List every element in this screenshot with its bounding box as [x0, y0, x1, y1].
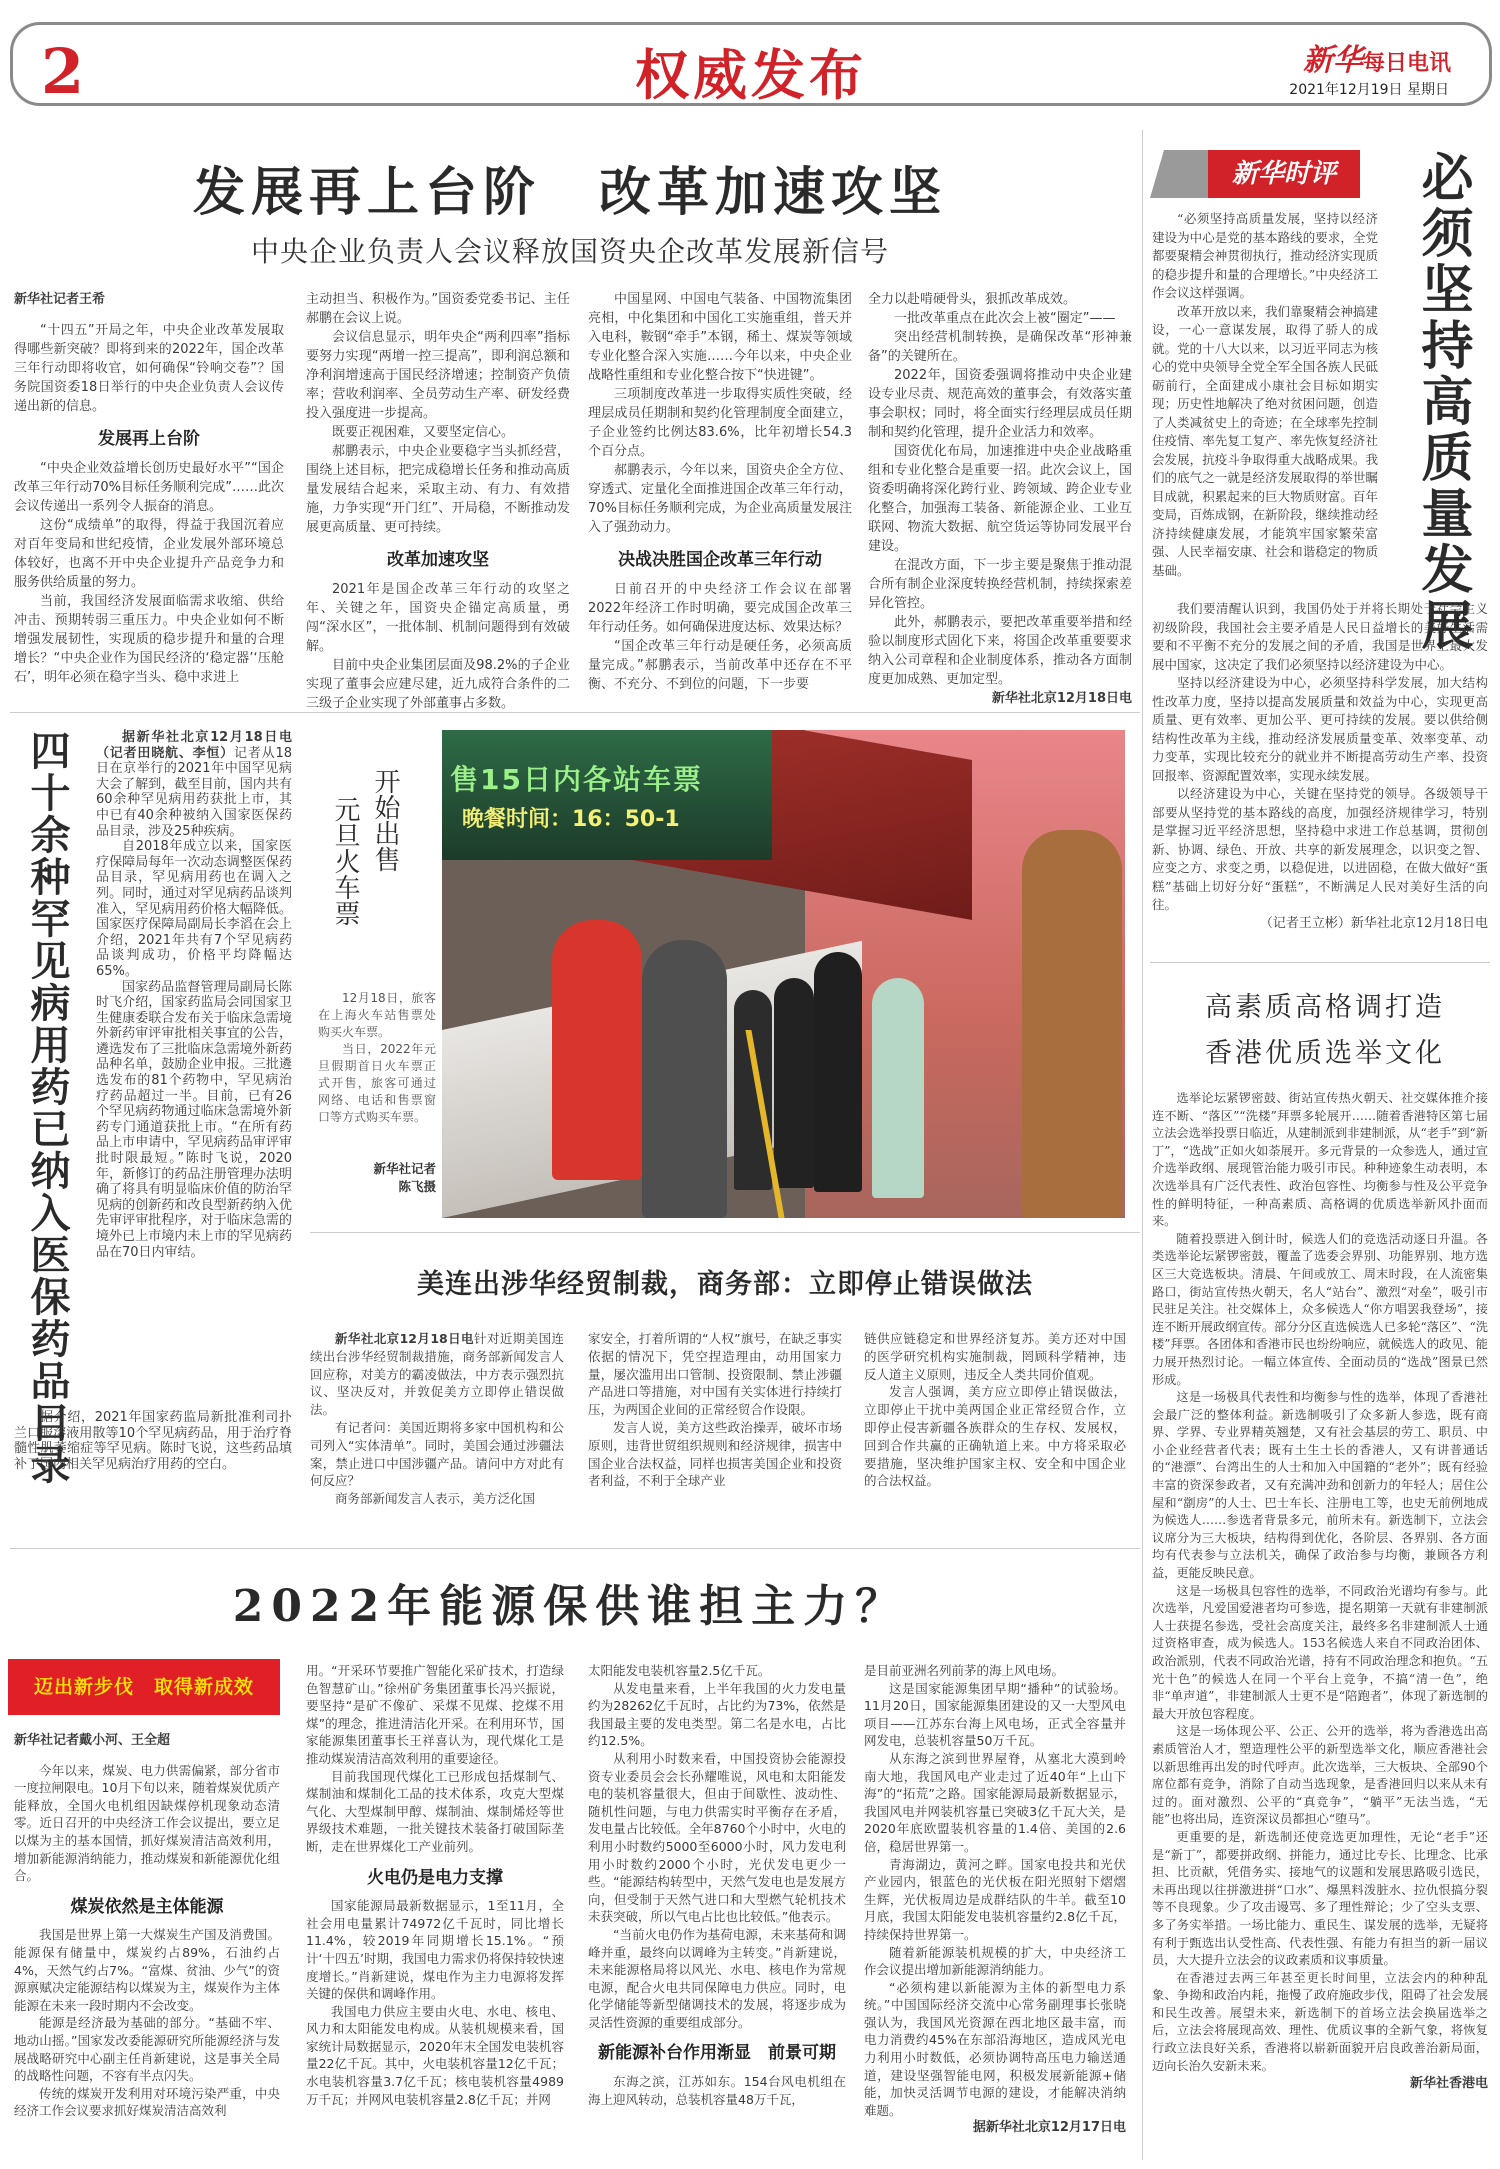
train-station-photo — [442, 730, 1125, 1218]
paragraph: 能源是经济最为基础的部分。“基础不牢、地动山摇。”国家发改委能源研究所能源经济与发展战略研究中心副主任肖新建说，这是事关全局的战略性问题，不容有半点闪失。 — [14, 2015, 280, 2084]
energy-byline: 新华社记者戴小河、王全超 — [14, 1733, 171, 1748]
paragraph: 有记者问：美国近期将多家中国机构和公司列入“实体清单”。同时，美国会通过涉疆法案，禁止进口中国涉疆产品。请问中方对此有何反应？ — [310, 1419, 564, 1489]
paragraph: “当前火电仍作为基荷电源，未来基荷和调峰并重，最终向以调峰为主转变。”肖新建说，未来能源格局将以风光、水电、核电作为常规电源，配合火电共同保障电力供应。同时，电化学储能等新型储调技术的发展，将逐步成为灵活性资源的重要组成部分。 — [588, 1926, 846, 2030]
lead-headline: 发展再上台阶 改革加速攻坚 — [192, 162, 947, 223]
paragraph: 当前，我国经济发展面临需求收缩、供给冲击、预期转弱三重压力。中央企业如何不断增强发展韧性，实现质的稳步提升和量的合理增长？“中央企业作为国民经济的‘稳定器’‘压舱石’，明年必须在稳字当头、稳中求进上 — [14, 594, 284, 685]
photo-credit — [318, 1160, 436, 1196]
paragraph: 这是一场体现公平、公正、公开的选举，将为香港选出高素质管治人才，塑造理性公平的新型选举文化，顺应香港社会以新思维再出发的时代呼声。此次选举，三大板块、全部90个席位都有竞争，消除了自动当选现象，是香港回归以来从未有过的。面对激烈、公平的“真竞争”，“躺平”无法当选，“无能”也将出局，连资深议员都担心“堕马”。 — [1152, 1724, 1488, 1827]
rare-disease-column — [96, 730, 292, 1260]
caption-paragraph: 12月18日，旅客在上海火车站售票处购买火车票。 — [318, 991, 436, 1039]
lead-subhead-2: 改革加速攻坚 — [387, 550, 489, 570]
lead-subheadline: 中央企业负责人会议释放国资央企改革发展新信号 — [250, 235, 889, 268]
paragraph: 中国星网、中国电气装备、中国物流集团亮相，中化集团和中国化工实施重组，普天并入电科，鞍钢“牵手”本钢，稀土、煤炭等领域专业化整合深入实施……今年以来，中央企业战略性重组和专业化整合按下“快进键”。 — [588, 292, 852, 383]
credit-line: 陈飞摄 — [398, 1179, 436, 1194]
us-lead: 新华社北京12月18日电 — [335, 1331, 474, 1346]
paragraph: 我们要清醒认识到，我国仍处于并将长期处于社会主义初级阶段，我国社会主要矛盾是人民日益增长的美好生活需要和不平衡不充分的发展之间的矛盾，我国是世界上最大发展中国家，这决定了我们必须坚持以经济建设为中心。 — [1152, 601, 1488, 672]
photo-led-board — [442, 730, 772, 860]
lead-column-1 — [14, 290, 284, 687]
paragraph: 目前我国现代煤化工已形成包括煤制气、煤制油和煤制化工品的技术体系，攻克大型煤气化、大型煤制甲醇、煤制油、煤制烯烃等世界级技术难题，一批关键技术装备打破国际垄断，走在世界煤化工产业前列。 — [306, 1768, 564, 1854]
paragraph: 东海之滨，江苏如东。154台风电机组在海上迎风转动，总装机容量48万千瓦， — [588, 2074, 846, 2107]
paragraph: 记者从18日在京举行的2021年中国罕见病大会了解到，截至目前，国内共有60余种罕见病用药获批上市，其中已有40余种被纳入国家医保药品目录，涉及25种疾病。 — [96, 745, 292, 839]
energy-subhead-2: 火电仍是电力支撑 — [367, 1867, 503, 1888]
paragraph: 国资优化布局，加速推进中央企业战略重组和专业化整合是重要一招。此次会议上，国资委明确将深化跨行业、跨领域、跨企业专业化整合，加强海工装备、新能源企业、工业互联网、物流大数据、航空货运等协同发展平台建设。 — [868, 444, 1132, 554]
led-text: 晚餐时间：16：50-1 — [462, 807, 680, 832]
us-sanctions-headline: 美连出涉华经贸制裁，商务部：立即停止错误做法 — [417, 1269, 1033, 1300]
commentary-headline: 必须坚持高质量发展 — [1412, 150, 1473, 654]
energy-headline: 2022年能源保供谁担主力？ — [232, 1581, 908, 1632]
paragraph: 用。“开采环节要推广智能化采矿技术，打造绿色智慧矿山。”徐州矿务集团董事长冯兴振说，要坚持“是矿不像矿、采煤不见煤、挖煤不用煤”的理念，推进清洁化开采。在利用环节，国家能源集团董事长王祥喜认为，现代煤化工是推动煤炭清洁高效利用的重要途径。 — [306, 1663, 564, 1766]
paragraph: 我国电力供应主要由火电、水电、核电、风力和太阳能发电构成。从装机规模来看，国家统计局数据显示，2020年末全国发电装机容量22亿千瓦。其中，火电装机容量12亿千瓦；水电装机容量3.7亿千瓦；核电装机容量4989万千瓦；并网风电装机容量2.8亿千瓦；并网 — [306, 2003, 564, 2107]
paragraph: 更重要的是，新选制还使竞选更加理性，无论“老手”还是“新丁”，都要拼政纲、拼能力，通过比专长、比理念、比承担、比贡献，凭借务实、接地气的议题和发展思路吸引选民，未再出现以往拼激进拼“口水”、爆黑料泼脏水、拉仇恨搞分裂等不良现象。少了攻击谩骂、多了理性辩论；少了空头支票、多了务实举措。一场比能力、重民生、谋发展的选举，无疑将有利于甄选出认受性高、代表性强、有能力有担当的新一届议员，大大提升立法会的议政素质和议事质量。 — [1152, 1829, 1488, 1968]
energy-subhead-3: 新能源补台作用渐显 前景可期 — [598, 2043, 836, 2064]
paragraph: 选举论坛紧锣密鼓、街站宣传热火朝天、社交媒体推介接连不断、“落区”“洗楼”拜票多轮展开……随着香港特区第七届立法会选举投票日临近，从建制派到非建制派，从“老手”到“新丁”，“选战”正如火如荼展开。多元背景的一众参选人，通过宣介选举政纲、展现管治能力吸引市民。种种迹象生动表明，本次选举具有广泛代表性、政治包容性、均衡参与性及公平竞争性的鲜明特征，一种高素质、高格调的优质选举新风扑面而来。 — [1152, 1091, 1488, 1229]
energy-column-2 — [306, 1662, 564, 2108]
photo-headline-col-2: 元旦火车票 — [330, 796, 360, 926]
paragraph: 链供应链稳定和世界经济复苏。美方还对中国的医学研究机构实施制裁，罔顾科学精神，违反人道主义原则，违反全人类共同价值观。 — [864, 1331, 1126, 1382]
paragraph: 国家能源局最新数据显示，1至11月，全社会用电量累计74972亿千瓦时，同比增长11.4%，较2019年同期增长15.1%。“预计‘十四五’时期，我国电力需求仍将保持较快速度增长。”肖新建说，煤电作为主力电源将发挥关键的保供和调峰作用。 — [306, 1898, 564, 2002]
section-title: 权威发布 — [635, 43, 867, 107]
hk-dateline: 新华社香港电 — [1409, 2076, 1488, 2092]
paragraph: 2022年，国资委强调将推动中央企业建设专业尽责、规范高效的董事会，有效落实董事会职权；同时，将全面实行经理层成员任期制和契约化管理，提升企业活力和效率。 — [868, 368, 1132, 440]
paragraph: 今年以来，煤炭、电力供需偏紧，部分省市一度拉闸限电。10月下旬以来，随着煤炭优质产能释放，全国火电机组因缺煤停机现象动态清零。近日召开的中央经济工作会议提出，要立足以煤为主的基本国情，抓好煤炭清洁高效利用，增加新能源消纳能力，推动煤炭和新能源优化组合。 — [14, 1762, 280, 1884]
divider — [1150, 962, 1490, 963]
lead-dateline: 新华社北京12月18日电 — [991, 691, 1132, 706]
hk-headline-line-2: 香港优质选举文化 — [1205, 1038, 1445, 1069]
paragraph: 青海湖边，黄河之畔。国家电投共和光伏产业园内，银蓝色的光伏板在阳光照射下熠熠生辉，光伏板周边是成群结队的牛羊。截至10月底，我国太阳能发电装机容量约2.8亿千瓦，持续保持世界第一。 — [864, 1856, 1126, 1942]
paragraph: 这是一场极具包容性的选举，不同政治光谱均有参与。此次选举，凡爱国爱港者均可参选，提名期第一天就有非建制派人士获提名参选，受社会高度关注，最终多名非建制派人士通过资格审查，成为候选人。153名候选人来自不同政治团体、政治派别，代表不同政治光谱，持有不同政治理念和抱负。“五光十色”的候选人在同一个平台上竞争，不搞“清一色”，绝非“单声道”，非建制派人士更不是“陪跑者”，体现了新选制的最大开放包容程度。 — [1152, 1583, 1488, 1721]
paragraph: 国家药品监督管理局副局长陈时飞介绍，国家药监局会同国家卫生健康委联合发布关于临床急需境外新药审评审批相关事宜的公告，遴选发布了三批临床急需境外新药品种名单，鼓励企业申报。三批遴选发布的81个药物中，罕见病治疗药品超过一半。目前，已有26个罕见病药物通过临床急需境外新药专门通道获批上市。“在所有药品上市申请中，罕见病药品审评审批时限最短。”陈时飞说，2020年，新修订的药品注册管理办法明确了将具有明显临床价值的防治罕见病的创新药和改良型新药纳入优先审评审批程序，对于临床急需的境外已上市境内未上市的罕见病药品在70日内审结。 — [96, 979, 292, 1260]
divider — [1142, 130, 1143, 2160]
rare-disease-column-end — [14, 1410, 292, 1472]
paragraph: 这份“成绩单”的取得，得益于我国沉着应对百年变局和世纪疫情，企业发展外部环境总体较好，也离不开中央企业提升产品竞争力和服务供给质量的努力。 — [14, 518, 284, 590]
paragraph: 家安全，打着所谓的“人权”旗号，在缺乏事实依据的情况下，凭空捏造理由，动用国家力量，屡次滥用出口管制、投资限制、禁止涉疆产品进口等措施，对中国有关实体进行持续打压，为两国企业间的正常经贸合作设限。 — [588, 1331, 842, 1418]
photo-caption — [318, 990, 436, 1126]
commentary-dateline: （记者王立彬）新华社北京12月18日电 — [1259, 915, 1488, 931]
energy-dateline: 据新华社北京12月17日电 — [972, 2120, 1126, 2136]
paragraph: 针对近期美国连续出台涉华经贸制裁措施，商务部新闻发言人回应称，对美方的霸凌做法，中方表示强烈抗议、坚决反对，并敦促美方立即停止错误做法。 — [310, 1331, 564, 1418]
paragraph: 据介绍，2021年国家药监局新批准利司扑兰口服溶液用散等10个罕见病药品，用于治疗脊髓性肌萎缩症等罕见病。陈时飞说，这些药品填补了国内相关罕见病治疗用药的空白。 — [14, 1410, 292, 1472]
paragraph: 郝鹏表示，今年以来，国资央企全方位、穿透式、定量化全面推进国企改革三年行动，70%目标任务顺利完成，为企业高质量发展注入了强劲动力。 — [588, 463, 852, 535]
paragraph: 日前召开的中央经济工作会议在部署2022年经济工作时明确，要完成国企改革三年行动任务。如何确保进度达标、效果达标？ — [588, 582, 852, 635]
paragraph: 全力以赴啃硬骨头，狠抓改革成效。 — [868, 292, 1077, 307]
us-column-3 — [864, 1330, 1126, 1490]
paragraph: 郝鹏表示，中央企业要稳字当头抓经营，围绕上述目标，把完成稳增长任务和推动高质量发展结合起来，采取主动、有力、有效措施，力争实现“开门红”、开局稳，不断推动发展更高质量、更可持续。 — [306, 444, 570, 535]
photo-person — [774, 978, 814, 1188]
paragraph: 自2018年成立以来，国家医疗保障局每年一次动态调整医保药品目录，罕见病用药也在调入之列。同时，通过对罕见病药品谈判准入，罕见病用药价格大幅降低。国家医疗保障局副局长李滔在会上介绍，2021年共有7个罕见病药品谈判成功，价格平均降幅达65%。 — [96, 839, 292, 979]
paragraph: 从发电量来看，上半年我国的火力发电量约为28262亿千瓦时，占比约为73%，依然是我国最主要的发电类型。第二名是水电，占比约12.5%。 — [588, 1680, 846, 1749]
paragraph: 2021年是国企改革三年行动的攻坚之年、关键之年，国资央企锚定高质量，勇闯“深水区”，一批体制、机制问题得到有效破解。 — [306, 582, 570, 654]
paragraph: 此外，郝鹏表示，要把改革重要举措和经验以制度形式固化下来，将国企改革重要要求纳入公司章程和企业制度体系，推动各方面制度更加成熟、更加定型。 — [868, 615, 1132, 687]
us-column-1 — [310, 1330, 564, 1508]
paragraph: 发言人强调，美方应立即停止错误做法，立即停止干扰中美两国企业正常经贸合作，立即停止侵害新疆各族群众的生存权、发展权，回到合作共赢的正确轨道上来。中方将采取必要措施，坚决维护国家主权、安全和中国企业的合法权益。 — [864, 1384, 1126, 1489]
hk-column — [1152, 1090, 1488, 2093]
paragraph: “十四五”开局之年，中央企业改革发展取得哪些新突破？即将到来的2022年，国企改革三年行动即将收官，如何确保“铃响交卷”？国务院国资委18日举行的中央企业负责人会议传递出新的信息。 — [14, 323, 284, 414]
hk-headline — [1150, 985, 1500, 1077]
photo-person — [1022, 830, 1122, 1218]
divider — [10, 712, 1140, 713]
energy-column-1 — [14, 1732, 280, 2120]
hk-headline-line-1: 高素质高格调打造 — [1205, 992, 1445, 1023]
commentary-badge-label: 新华时评 — [1208, 150, 1360, 198]
credit-line: 新华社记者 — [373, 1161, 436, 1176]
paragraph: 既要正视困难，又要坚定信心。 — [332, 425, 515, 440]
commentary-badge — [1150, 150, 1360, 198]
brand-logo — [1303, 35, 1451, 79]
paragraph: 会议信息显示，明年央企“两利四率”指标要努力实现“两增一控三提高”，即利润总额和净利润增速高于国民经济增速；控制资产负债率；营收利润率、全员劳动生产率、研发经费投入强度进一步提高。 — [306, 330, 570, 421]
paragraph: 以经济建设为中心，关键在坚持党的领导。各级领导干部要从坚持党的基本路线的高度，加强经济规律学习，特别是掌握习近平经济思想，坚持稳中求进工作总基调，贯彻创新、协调、绿色、开放、共享的新发展理念，以识变之智、应变之方、求变之勇，以稳促进，以进固稳，在做大做好“蛋糕”基础上切好分好“蛋糕”，不断满足人民对美好生活的向往。 — [1152, 786, 1488, 912]
us-column-2 — [588, 1330, 842, 1490]
photo-person — [872, 978, 924, 1198]
paragraph: 在混改方面，下一步主要是聚焦于推动混合所有制企业深度转换经营机制，持续探索差异化管控。 — [868, 558, 1132, 611]
lead-column-4 — [868, 290, 1132, 708]
paragraph: 坚持以经济建设为中心，必须坚持科学发展，加大结构性改革力度，坚持以提高发展质量和效益为中心，实现更高质量、更有效率、更加公平、更可持续的发展。要以供给侧结构性改革为主线，推动经济发展质量变革、效率变革、动力变革，实现比较充分的就业并不断提高劳动生产率、投资回报率、资源配置效率，实现永续发展。 — [1152, 675, 1488, 783]
commentary-column-bottom — [1152, 600, 1488, 933]
paragraph: 三项制度改革进一步取得实质性突破，经理层成员任期制和契约化管理制度全面建立，子企业签约比例达83.6%，比年初增长54.3个百分点。 — [588, 387, 852, 459]
rare-disease-headline: 四十余种罕见病用药已纳入医保药品目录 — [24, 730, 71, 1486]
paragraph: 主动担当、积极作为。”国资委党委书记、主任郝鹏在会议上说。 — [306, 292, 570, 326]
lead-subhead-3: 决战决胜国企改革三年行动 — [618, 550, 822, 570]
lead-byline: 新华社记者王希 — [14, 292, 106, 307]
page-number: 2 — [41, 35, 85, 108]
rare-disease-lead: 据新华社北京12月18日电（记者田晓航、李恒） — [96, 730, 292, 761]
photo-person — [642, 940, 727, 1218]
paragraph: “必须构建以新能源为主体的新型电力系统。”中国国际经济交流中心常务副理事长张晓强认为，我国风光资源在西北地区最丰富，而电力消费约45%在东部沿海地区，造成风光电力利用小时数低，必须协调特高压电力输送通道，建设坚强智能电网，积极发展新能源+储能，加快灵活调节电源的建设，才能解决消纳难题。 — [864, 1979, 1126, 2118]
paragraph: 商务部新闻发言人表示，美方泛化国 — [335, 1491, 536, 1507]
paragraph: 改革开放以来，我们靠聚精会神搞建设，一心一意谋发展，取得了骄人的成就。党的十八大以来，以习近平同志为核心的党中央领导全党全军全国各族人民砥砺前行，全面建成小康社会目标如期实现；历史性地解决了绝对贫困问题，创造了人类减贫史上的奇迹；在全球率先控制住疫情、率先复工复产、率先恢复经济社会发展，抗疫斗争取得重大战略成果。我们的底气之一就是经济发展取得的举世瞩目成就，积累起来的巨大物质财富。百年变局，百炼成钢，在新阶段，继续推动经济持续健康发展，才能筑牢国家繁荣富强、人民幸福安康、社会和谐稳定的物质基础。 — [1152, 303, 1378, 578]
energy-subhead-1: 煤炭依然是主体能源 — [70, 1896, 224, 1917]
caption-paragraph: 当日，2022年元旦假期首日火车票正式开售，旅客可通过网络、电话和售票窗口等方式购买车票。 — [318, 1042, 436, 1124]
paragraph: 这是一场极具代表性和均衡参与性的选举，体现了香港社会最广泛的整体利益。新选制吸引了众多新人参选，既有商界、学界、专业界精英翘楚，又有社会基层的劳工、职员、中小企业经营者代表；既有土生土长的香港人，又有讲普通话的“港漂”、台湾出生的人士和加入中国籍的“老外”；既有经验丰富的资深参政者，又有充满冲劲和创新力的年轻人；居住公屋和“劏房”的人士、巴士车长、注册电工等，也史无前例地成为候选人……参选者背景多元，前所未有。新选制下，立法会议席分为三大板块，结构得到优化，各阶层、各界别、各方面均有代表参与立法机关，确保了政治参与均衡，兼顾各方利益，更能反映民意。 — [1152, 1390, 1488, 1581]
lead-column-3 — [588, 290, 852, 694]
issue-date: 2021年12月19日 星期日 — [1289, 82, 1449, 98]
masthead — [10, 22, 1492, 106]
photo-person — [734, 990, 772, 1190]
paragraph: 这是国家能源集团早期“播种”的试验场。11月20日，国家能源集团建设的又一大型风电项目——江苏东台海上风电场，正式全容量并网发电，总装机容量50万千瓦。 — [864, 1680, 1126, 1749]
brand-main: 新华 — [1302, 43, 1363, 78]
paragraph: 从东海之滨到世界屋脊，从塞北大漠到岭南大地，我国风电产业走过了近40年“上山下海”的“拓荒”之路。国家能源局最新数据显示，我国风电并网装机容量已突破3亿千瓦大关，是2020年底欧盟装机容量的1.4倍、美国的2.6倍，稳居世界第一。 — [864, 1750, 1126, 1854]
photo-person — [552, 920, 642, 1180]
paragraph: “必须坚持高质量发展，坚持以经济建设为中心是党的基本路线的要求，全党都要聚精会神贯彻执行，推动经济实现质的稳步提升和量的合理增长。”中央经济工作会议这样强调。 — [1152, 211, 1378, 300]
energy-banner: 迈出新步伐 取得新成效 — [8, 1659, 280, 1715]
brand-sub: 每日电讯 — [1362, 50, 1451, 76]
lead-column-2 — [306, 290, 570, 713]
photo-headline-col-1: 开始出售 — [370, 768, 400, 872]
paragraph: 目前中央企业集团层面及98.2%的子企业实现了董事会应建尽建，近九成符合条件的二三级子企业实现了外部董事占多数。 — [306, 658, 570, 711]
paragraph: 随着新能源装机规模的扩大，中央经济工作会议提出增加新能源消纳能力。 — [864, 1944, 1126, 1978]
photo-person — [814, 952, 862, 1192]
paragraph: 是目前亚洲名列前茅的海上风电场。 — [864, 1663, 1065, 1678]
lead-subhead-1: 发展再上台阶 — [98, 429, 200, 449]
paragraph: 从利用小时数来看，中国投资协会能源投资专业委员会会长孙耀唯说，风电和太阳能发电的装机容量很大，但由于间歇性、波动性、随机性问题，与电力供需实时平衡存在矛盾，发电量占比较低。全年8760个小时中，火电的利用小时数约5000至6000小时，风力发电利用小时数约2000个小时，光伏发电更少一些。“能源结构转型中，天然气发电也是发展方向，但受制于天然气进口和大型燃气轮机技术未获突破，所以气电占比也比较低。”他表示。 — [588, 1750, 846, 1925]
paragraph: 一批改革重点在此次会上被“圈定”—— — [894, 311, 1116, 326]
paragraph: 随着投票进入倒计时，候选人们的竞选活动逐日升温。各类选举论坛紧锣密鼓，覆盖了选委会界别、功能界别、地方选区三大竞选板块。清晨、午间或放工、周末时段，在人流密集路口，街站宣传热火朝天，名人“站台”、激烈“对垒”，吸引市民驻足关注。社交媒体上，众多候选人“你方唱罢我登场”，接连不断开展政纲宣传。部分分区直选候选人已多轮“落区”、“洗楼”拜票。各团体和香港市民也纷纷响应，就候选人的政见、能力展开热烈讨论。一幅立体宣传、全面动员的“选战”图景已然形成。 — [1152, 1231, 1488, 1387]
divider — [310, 1232, 1140, 1233]
led-text: 售15日内各站车票 — [450, 763, 703, 796]
paragraph: 太阳能发电装机容量2.5亿千瓦。 — [588, 1663, 771, 1678]
paragraph: “国企改革三年行动是硬任务，必须高质量完成。”郝鹏表示，当前改革中还存在不平衡、不充分、不到位的问题，下一步要 — [588, 639, 852, 692]
energy-column-4 — [864, 1662, 1126, 2137]
paragraph: 传统的煤炭开发利用对环境污染严重，中央经济工作会议要求抓好煤炭清洁高效利 — [14, 2085, 280, 2119]
divider — [10, 1548, 1140, 1549]
energy-column-3 — [588, 1662, 846, 2108]
paragraph: 发言人说，美方这些政治操弄，破坏市场原则，违背世贸组织规则和经济规律，损害中国企业合法权益，同样也损害美国企业和投资者利益，不利于全球产业 — [588, 1419, 842, 1489]
commentary-column-top — [1152, 210, 1378, 580]
paragraph: “中央企业效益增长创历史最好水平”“国企改革三年行动70%目标任务顺利完成”……此次会议传递出一系列令人振奋的消息。 — [14, 461, 284, 514]
paragraph: 突出经营机制转换，是确保改革“形神兼备”的关键所在。 — [868, 330, 1132, 364]
paragraph: 在香港过去两三年甚至更长时间里，立法会内的种种乱象、争拗和政治内耗，拖慢了政府施政步伐，阻碍了社会发展和民生改善。展望未来，新选制下的首场立法会换届选举之后，立法会将展现高效、理性、优质议事的全新气象，将恢复行政立法良好关系，香港将以崭新面貌开启良政善治新局面，迈向长治久安新未来。 — [1152, 1970, 1488, 2073]
paragraph: 我国是世界上第一大煤炭生产国及消费国。能源保有储量中，煤炭约占89%，石油约占4%，天然气约占7%。“富煤、贫油、少气”的资源禀赋决定能源结构以煤炭为主，煤炭作为主体能源在未来一段时期内不会改变。 — [14, 1927, 280, 2013]
